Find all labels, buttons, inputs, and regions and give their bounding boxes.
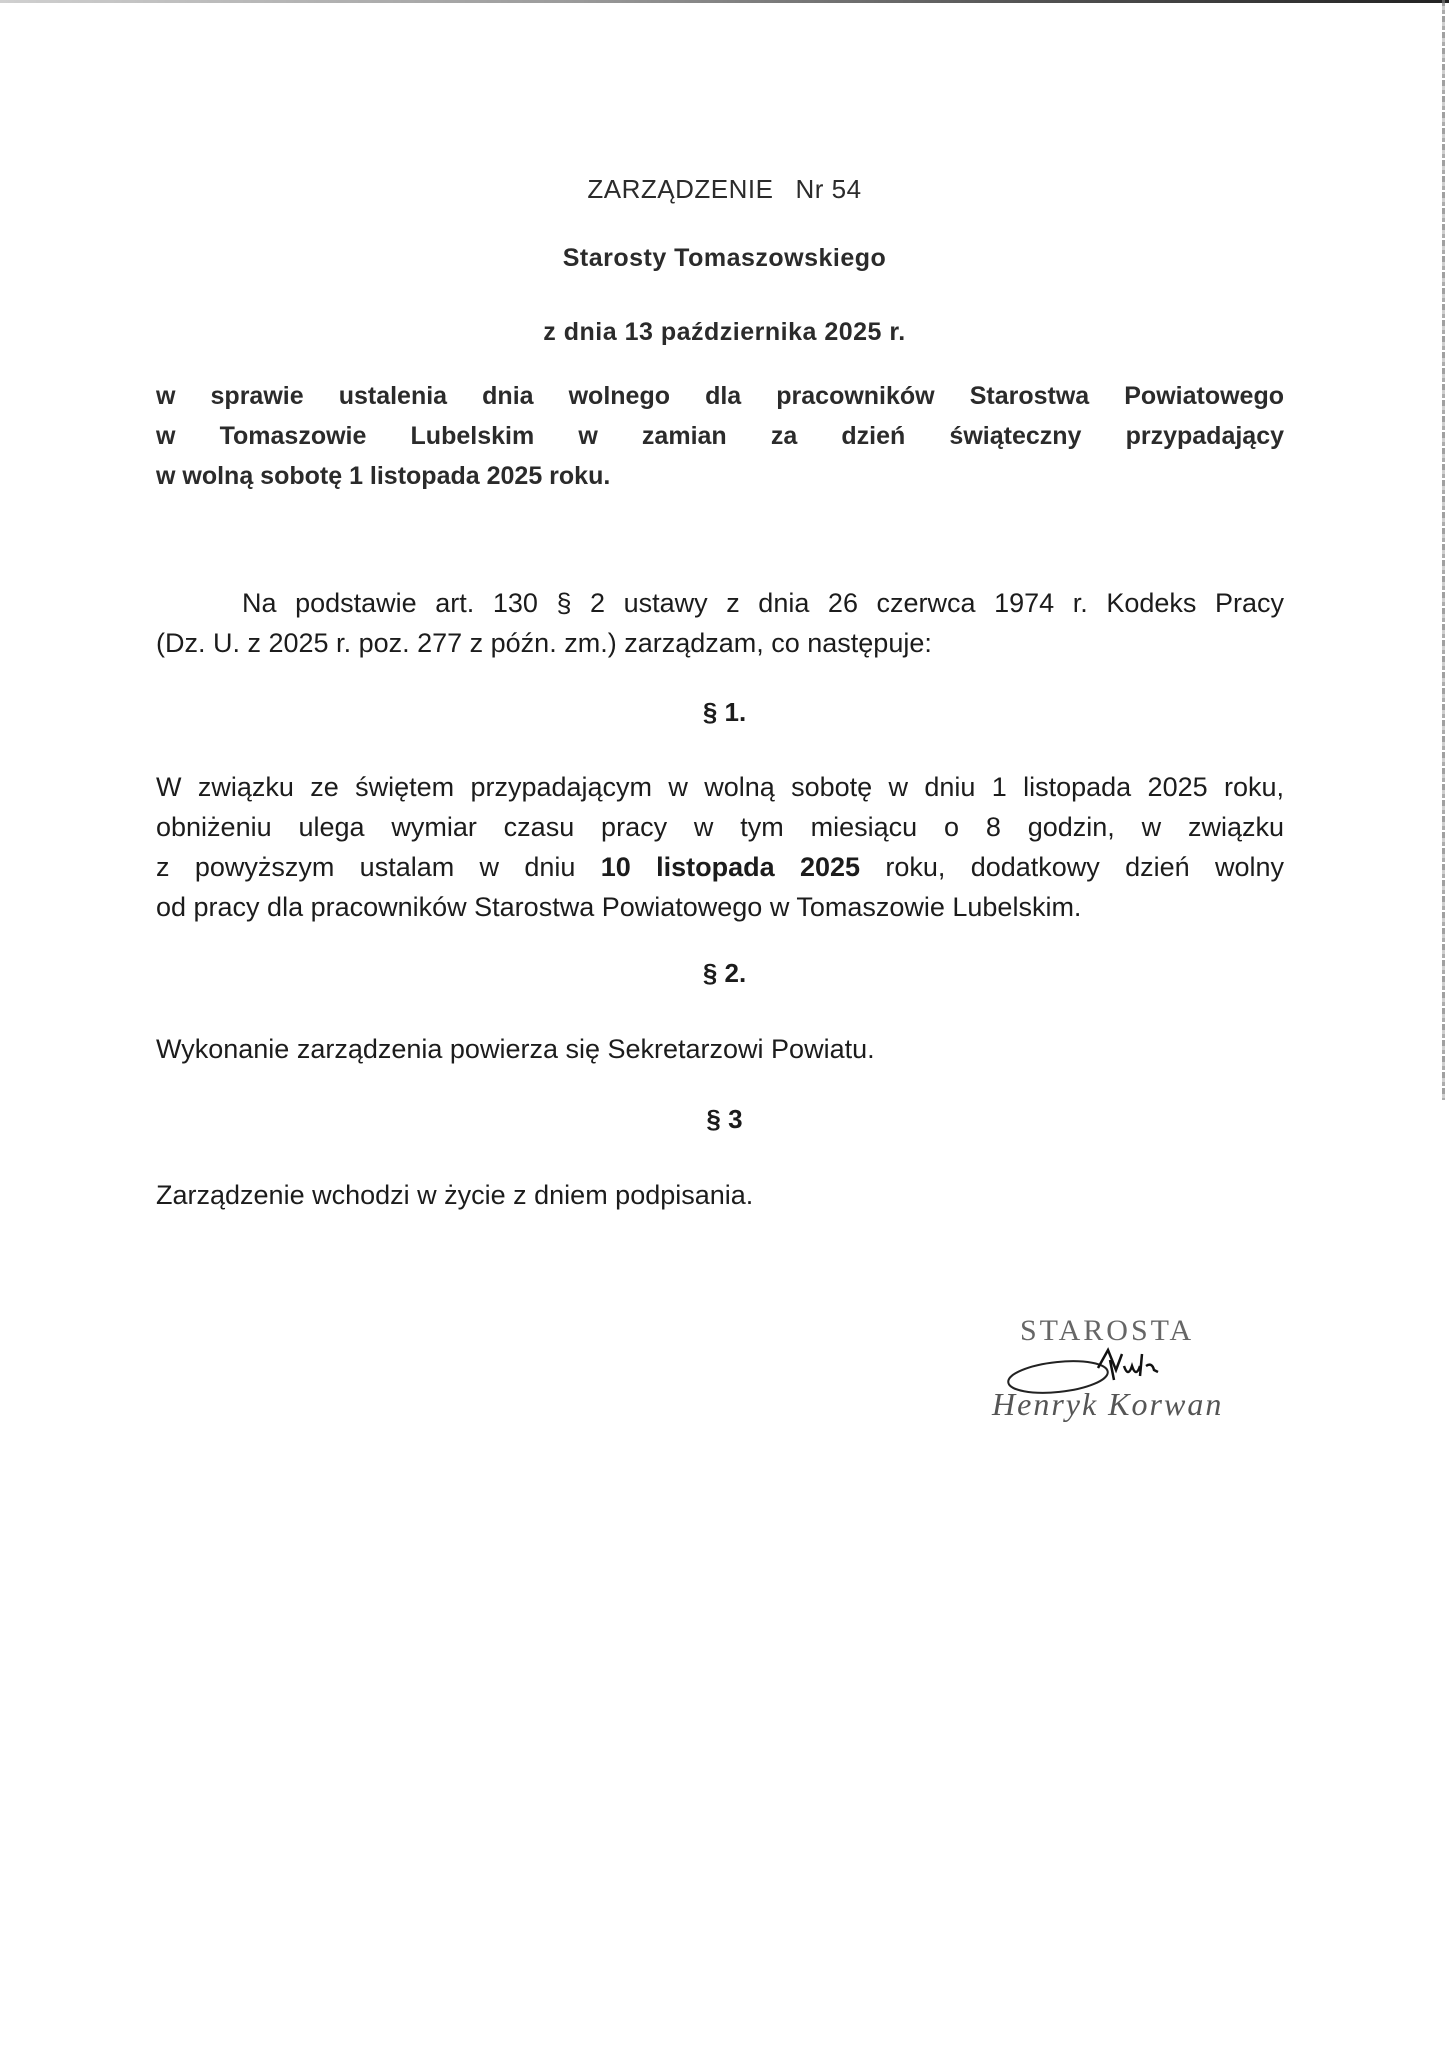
section-2-text [156,1029,1284,1069]
section-line: od pracy dla pracowników Starostwa Powiatowego w Tomaszowie Lubelskim. [156,892,1082,922]
document-subject [156,376,1284,496]
section-line: Zarządzenie wchodzi w życie z dniem podpisania. [156,1180,754,1210]
subject-line: w wolną sobotę 1 listopada 2025 roku. [156,462,611,490]
section-text-fragment: z powyższym ustalam w dniu [156,852,601,882]
signatory-name: Henryk Korwan [992,1386,1224,1422]
section-3-text [156,1175,1284,1215]
section-line: W związku ze świętem przypadającym w wolną sobotę w dniu 1 listopada 2025 roku, [156,772,1284,802]
basis-line: Na podstawie art. 130 § 2 ustawy z dnia 26 czerwca 1974 r. Kodeks Pracy [242,588,1284,618]
day-off-date: 10 listopada 2025 [600,852,861,882]
signature-role: STAROSTA [1020,1314,1195,1347]
section-line [156,847,1284,887]
document-date: z dnia 13 października 2025 r. [543,318,906,346]
section-3-mark: § 3 [706,1104,743,1134]
legal-basis [156,583,1284,663]
section-1-text [156,767,1284,927]
section-line: Wykonanie zarządzenia powierza się Sekretarzowi Powiatu. [156,1034,875,1064]
section-line: obniżeniu ulega wymiar czasu pracy w tym miesiącu o 8 godzin, w związku [156,812,1284,842]
document-title [0,174,1449,205]
subject-line: w Tomaszowie Lubelskim w zamian za dzień świąteczny przypadający [156,422,1284,450]
basis-line: (Dz. U. z 2025 r. poz. 277 z późn. zm.) zarządzam, co następuje: [156,628,932,658]
title-label: ZARZĄDZENIE [587,174,774,204]
section-text-fragment: roku, dodatkowy dzień wolny [860,852,1284,882]
section-1-mark: § 1. [702,697,747,727]
subject-line: w sprawie ustalenia dnia wolnego dla pracowników Starostwa Powiatowego [156,382,1284,410]
section-2-mark: § 2. [702,958,747,988]
document-number: Nr 54 [795,174,862,204]
document-issuer: Starosty Tomaszowskiego [562,244,887,272]
signature-stamp [990,1310,1290,1430]
